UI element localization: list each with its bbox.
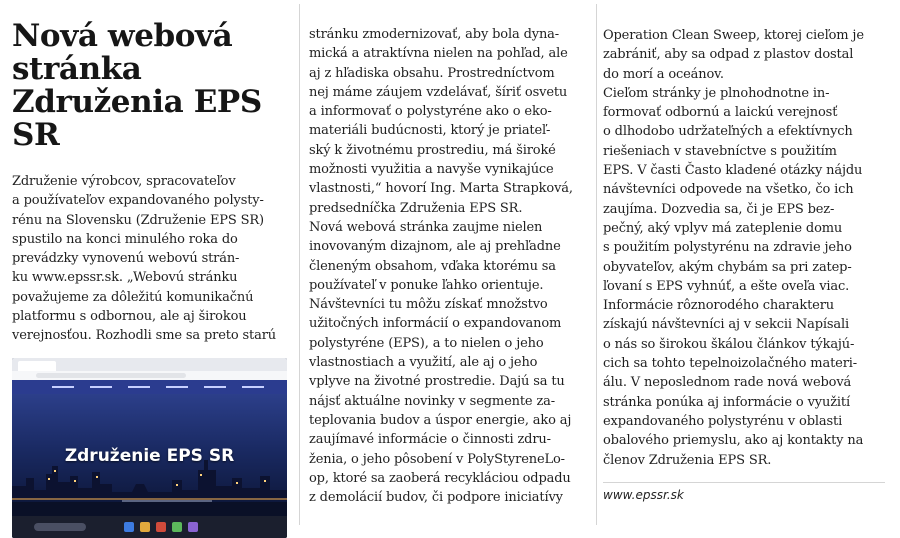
- text-line: o dlhodobo udržateľných a efektívnych: [603, 124, 853, 140]
- text-line: ženia, o jeho pôsobení v PolyStyreneLo-: [309, 451, 565, 467]
- text-line: používateľ v ponuke ľahko orientuje.: [309, 277, 544, 293]
- text-line: obalového priemyslu, ako aj kontakty na: [603, 433, 864, 449]
- text-line: inovovaným dizajnom, ale aj prehľadne: [309, 239, 561, 255]
- text-line: stránku zmodernizovať, aby bola dyna-: [309, 27, 560, 42]
- text-line: álu. V neposlednom rade nová webová: [603, 375, 852, 391]
- text-line: ku www.epssr.sk. „Webovú stránku: [12, 270, 238, 286]
- text-line: možnosti využitia a navyše vynikajúce: [309, 162, 554, 178]
- text-line: riešeniach v stavebníctve s použitím: [603, 143, 837, 159]
- text-line: Operation Clean Sweep, ktorej cieľom je: [603, 28, 864, 43]
- text-line: vlastnosti,“ hovorí Ing. Marta Strapková,: [309, 181, 573, 197]
- text-line: verejnosťou. Rozhodli sme sa preto starú: [12, 328, 276, 344]
- column-divider: [596, 4, 597, 525]
- title-line: Združenia EPS SR: [12, 84, 262, 153]
- article-title: [12, 20, 293, 152]
- text-line: ský k životnému prostrediu, má široké: [309, 142, 556, 158]
- text-line: Cieľom stránky je plnohodnotne in-: [603, 85, 830, 101]
- text-line: Informácie rôznorodého charakteru: [603, 298, 834, 314]
- website-brand-title: Združenie EPS SR: [64, 445, 235, 466]
- text-line: stránka ponúka aj informácie o využití: [603, 394, 850, 410]
- text-line: a používateľov expandovaného polysty-: [12, 193, 264, 209]
- text-line: a informovať o polystyréne ako o eko-: [309, 104, 552, 120]
- text-line: op, ktoré sa zaoberá recykláciou odpadu: [309, 470, 571, 486]
- site-nav-bar: [12, 380, 287, 394]
- browser-tab-bar: [12, 358, 287, 372]
- text-line: užitočných informácií o expandovanom: [309, 316, 562, 332]
- text-line: predsedníčka Združenia EPS SR.: [309, 200, 523, 216]
- browser-address-bar: [12, 371, 287, 380]
- title-line: stránka: [12, 51, 142, 87]
- text-line: aj z hľadiska obsahu. Prostredníctvom: [309, 65, 555, 81]
- column-divider: [299, 4, 300, 525]
- text-line: zaujímavé informácie o činnosti zdru-: [309, 432, 551, 448]
- text-line: nájsť aktuálne novinky v segmente za-: [309, 393, 555, 409]
- article-column-2: [309, 0, 588, 507]
- text-line: obyvateľov, akým chybám sa pri zatep-: [603, 259, 852, 275]
- text-line: teplovania budov a úspor energie, ako aj: [309, 412, 572, 428]
- text-line: polystyréne (EPS), a to nielen o jeho: [309, 335, 544, 351]
- text-line: spustilo na konci minulého roka do: [12, 231, 238, 247]
- text-line: z demolácií budov, či podpore iniciatívy: [309, 490, 563, 506]
- text-line: s použitím polystyrénu na zdravie jeho: [603, 240, 852, 256]
- text-line: mická a atraktívna nielen na pohľad, ale: [309, 46, 568, 62]
- text-line: Nová webová stránka zaujme nielen: [309, 219, 543, 235]
- source-divider: [603, 482, 885, 483]
- text-line: expandovaného polystyrénu v oblasti: [603, 413, 843, 429]
- text-line: o nás so širokou škálou článkov týkajú-: [603, 336, 855, 352]
- source-link[interactable]: www.epssr.sk: [603, 487, 684, 502]
- text-line: Návštevníci tu môžu získať množstvo: [309, 297, 548, 313]
- text-line: ľovaní s EPS vyhnúť, a ešte oveľa viac.: [603, 278, 850, 294]
- text-line: návštevníci odpovede na všetko, čo ich: [603, 182, 854, 198]
- text-line: zaujíma. Dozvedia sa, či je EPS bez-: [603, 201, 835, 217]
- text-line: nej máme záujem vzdelávať, šíriť osvetu: [309, 84, 568, 100]
- text-line: EPS. V časti Často kladené otázky nájdu: [603, 163, 863, 179]
- article-text: [12, 172, 293, 346]
- text-line: Združenie výrobcov, spracovateľov: [12, 174, 236, 189]
- website-screenshot: [12, 358, 287, 538]
- article-column-3: [603, 0, 885, 503]
- text-line: pečný, aký vplyv má zateplenie domu: [603, 220, 843, 236]
- article-text: [603, 26, 885, 470]
- text-line: členeným obsahom, vďaka ktorému sa: [309, 258, 556, 274]
- article-text: [309, 25, 588, 507]
- text-line: získajú návštevníci aj v sekcii Napísali: [603, 317, 850, 333]
- os-taskbar: [12, 516, 287, 538]
- article-column-1: [12, 0, 293, 538]
- text-line: do morí a oceánov.: [603, 66, 724, 82]
- text-line: prevádzky vynovenú webovú strán-: [12, 251, 240, 267]
- text-line: cich sa tohto tepelnoizolačného materi-: [603, 356, 858, 372]
- text-line: vlastnostiach a využití, ale aj o jeho: [309, 355, 538, 371]
- title-line: Nová webová: [12, 18, 233, 54]
- text-line: vplyve na životné prostredie. Dajú sa tu: [309, 374, 565, 390]
- text-line: členov Združenia EPS SR.: [603, 452, 772, 468]
- text-line: považujeme za dôležitú komunikačnú: [12, 289, 254, 305]
- text-line: materiáli budúcnosti, ktorý je priateľ-: [309, 123, 551, 139]
- text-line: platformu s odbornou, ale aj širokou: [12, 309, 247, 325]
- text-line: rénu na Slovensku (Združenie EPS SR): [12, 212, 264, 228]
- text-line: formovať odbornú a laickú verejnosť: [603, 105, 838, 121]
- text-line: zabrániť, aby sa odpad z plastov dostal: [603, 47, 854, 63]
